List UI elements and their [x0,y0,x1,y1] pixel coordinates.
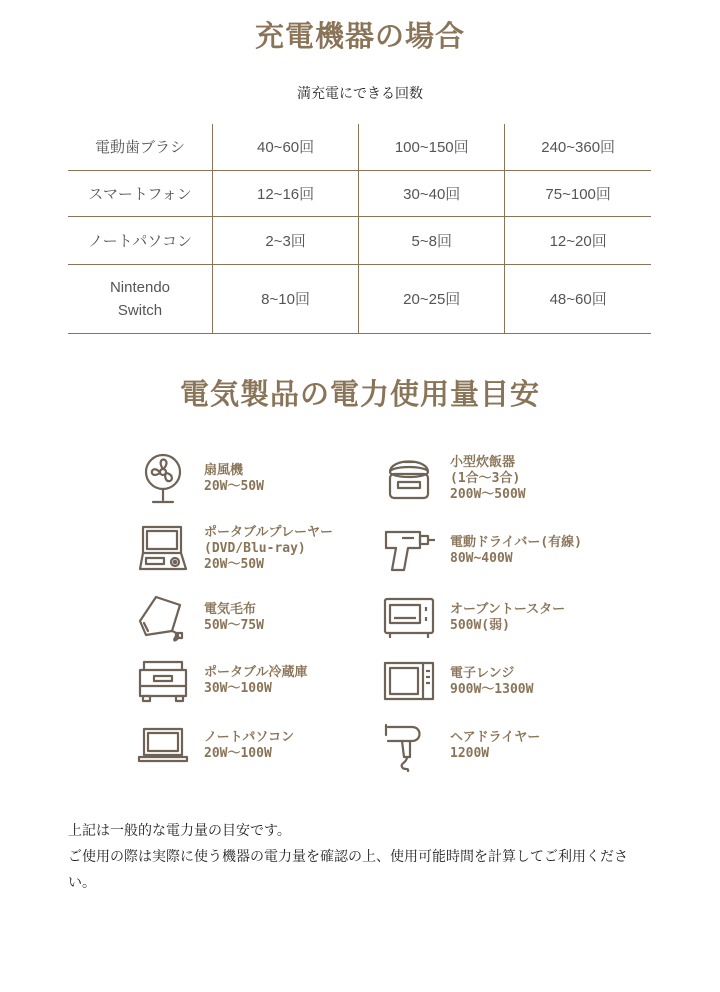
power-item-name: ポータブルプレーヤー [204,525,333,540]
charge-count-cell: 240~360回 [505,124,651,170]
power-item-text [450,455,526,503]
fan-icon [136,452,190,506]
portable-player-icon [136,522,190,576]
note-line: い。 [68,875,96,891]
laptop-icon [136,719,190,773]
power-item-microwave [382,655,533,709]
microwave-icon [382,655,436,709]
power-item-watt: 20W～50W [204,557,264,572]
note-line: ご使用の際は実際に使う機器の電力量を確認の上、使用可能時間を計算してご利用くださ [68,849,628,865]
power-item-text [450,602,565,634]
charge-count-cell: 12~16回 [213,170,359,216]
table-row [68,170,651,216]
power-item-electric-blanket [136,591,264,645]
power-item-watt: 20W～100W [204,746,272,761]
power-item-watt: 50W～75W [204,618,264,633]
power-item-text [204,525,333,573]
charge-count-cell: 40~60回 [213,124,359,170]
device-name: 電動歯ブラシ [68,124,213,170]
power-item-text [204,602,264,634]
charge-count-cell: 75~100回 [505,170,651,216]
power-section-title: 電気製品の電力使用量目安 [179,377,540,411]
device-name: ノートパソコン [68,216,213,264]
power-item-text [450,666,533,698]
charge-count-cell: 2~3回 [213,216,359,264]
table-row [68,264,651,333]
toaster-oven-icon [382,591,436,645]
table-row [68,124,651,170]
power-item-watt: 900W～1300W [450,682,534,697]
electric-blanket-icon [136,591,190,645]
power-item-electric-drill [382,524,582,578]
power-item-name: ノートパソコン [204,730,295,745]
charge-count-cell: 12~20回 [505,216,651,264]
power-item-name: 小型炊飯器 [450,455,516,470]
power-item-watt: 80W~400W [450,551,513,566]
charge-count-cell: 5~8回 [359,216,505,264]
charge-count-cell: 8~10回 [213,264,359,333]
power-usage-grid [130,447,610,779]
power-item-name: ポータブル冷蔵庫 [204,665,308,680]
power-item-watt: 30W～100W [204,681,272,696]
power-item-text [204,730,294,762]
power-item-name: 電動ドライバー(有線) [450,535,583,550]
device-name-line: Nintendo [109,278,171,296]
device-name: スマートフォン [68,170,213,216]
device-name-line: Switch [117,301,163,319]
power-item-fan [136,452,264,506]
power-item-rice-cooker [382,452,526,506]
power-item-detail: (DVD/Blu-ray) [204,541,306,556]
charge-count-cell: 20~25回 [359,264,505,333]
power-item-text [450,730,540,762]
device-name [68,264,213,333]
power-item-name: 電子レンジ [450,666,515,681]
power-item-name: ヘアドライヤー [450,730,541,745]
rice-cooker-icon [382,452,436,506]
power-item-laptop [136,719,294,773]
electric-drill-icon [382,524,436,578]
charge-table-caption: 満充電にできる回数 [297,86,423,102]
table-row [68,216,651,264]
power-item-watt: 1200W [450,746,490,761]
power-item-watt: 500W(弱) [450,618,510,633]
power-item-portable-fridge [136,654,307,708]
power-item-name: 電気毛布 [204,602,257,617]
power-item-text [204,665,307,697]
portable-fridge-icon [136,654,190,708]
charge-section-title: 充電機器の場合 [254,19,465,53]
charge-count-cell: 100~150回 [359,124,505,170]
note-line: 上記は一般的な電力量の目安です。 [68,823,291,839]
power-item-toaster-oven [382,591,565,645]
hair-dryer-icon [382,719,436,773]
power-item-portable-player [136,522,333,576]
usage-note [68,818,656,896]
power-item-detail: (1合～3合) [450,471,521,486]
power-item-name: オーブントースター [450,602,566,617]
power-item-watt: 20W～50W [204,479,264,494]
power-item-watt: 200W～500W [450,487,526,502]
charge-count-table [68,124,651,334]
power-item-text [450,535,582,567]
power-item-text [204,463,264,495]
power-item-hair-dryer [382,719,540,773]
power-item-name: 扇風機 [204,463,244,478]
charge-count-cell: 30~40回 [359,170,505,216]
charge-count-cell: 48~60回 [505,264,651,333]
